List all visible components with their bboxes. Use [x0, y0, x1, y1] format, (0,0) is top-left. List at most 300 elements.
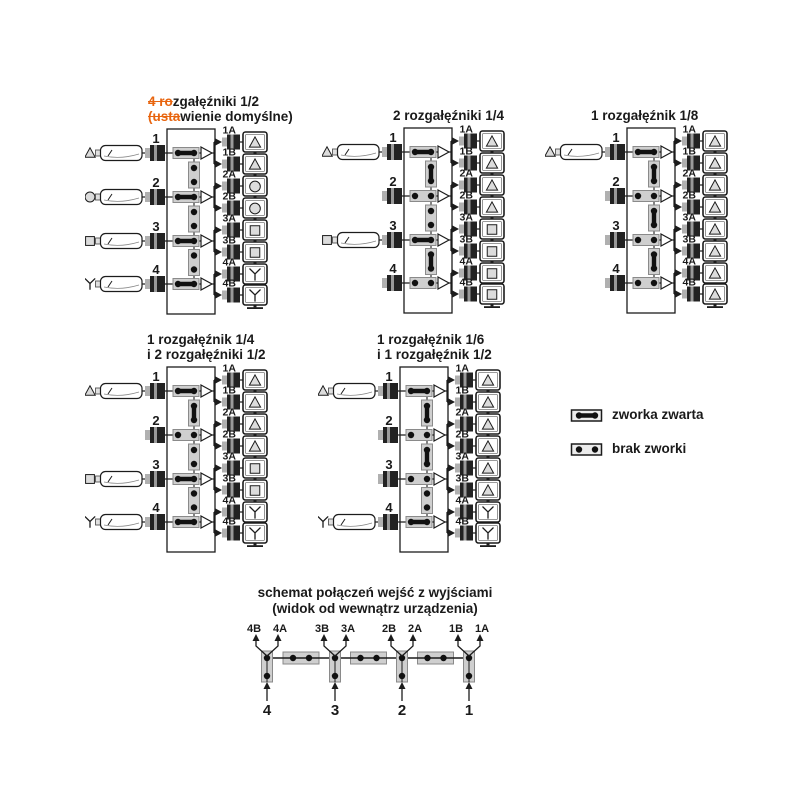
jumper-pin [412, 237, 418, 243]
jumper-pin [191, 266, 197, 272]
jumper-pin [412, 193, 418, 199]
output-label: 4B [459, 276, 473, 289]
square-symbol-icon [86, 237, 95, 246]
jumper-pin [290, 655, 296, 661]
splitter-config-quarter-plus-two-half [85, 332, 280, 561]
arrow-up-icon [410, 634, 417, 641]
input-number: 4 [152, 262, 160, 277]
square-symbol-icon [487, 247, 497, 257]
square-symbol-icon [250, 226, 260, 236]
antenna-tv-icon [243, 502, 267, 525]
arrow-right-icon [216, 399, 223, 406]
antenna-tv-icon [476, 523, 500, 546]
jumper-pin [191, 504, 197, 510]
input-amplifier [318, 515, 378, 530]
output-label: 4B [455, 515, 469, 528]
antenna-tv-icon [243, 264, 267, 287]
arrow-up-icon [388, 634, 395, 641]
triangle-symbol-icon [322, 147, 332, 156]
output-f-connector [459, 287, 477, 302]
jumper-closed [406, 386, 432, 397]
plug [329, 519, 334, 525]
jumper-pin [466, 673, 472, 679]
output-label: 3A [222, 450, 236, 463]
legend-label: brak zworki [612, 441, 687, 456]
input-number: 4 [612, 261, 620, 276]
square-tv-icon [243, 242, 267, 265]
jumper-pin [175, 432, 181, 438]
triangle-tv-icon [243, 370, 267, 393]
square-tv-icon [243, 480, 267, 503]
antenna-tv-icon [243, 285, 267, 308]
amplifier-body [101, 277, 143, 292]
square-tv-icon [243, 220, 267, 243]
output-label: 1B [459, 145, 473, 158]
connector-group-1 [449, 623, 489, 718]
arrow-right-icon [676, 248, 683, 255]
input-f-connector [145, 233, 165, 249]
jumper-closed [649, 161, 660, 187]
jumper-pin [576, 412, 582, 418]
square-tv-icon [480, 284, 504, 307]
triangle-tv-icon [476, 436, 500, 459]
input-number: 1 [152, 131, 160, 146]
output-label: 2A [682, 167, 696, 180]
jumper-pin [424, 490, 430, 496]
jumper-pin [408, 519, 414, 525]
input-number: 3 [385, 457, 393, 472]
jumper-pin [592, 446, 598, 452]
jumper-pin [191, 252, 197, 258]
arrow-right-icon [449, 465, 456, 472]
triangle-tv-icon [243, 436, 267, 459]
jumper-pin [424, 504, 430, 510]
output-label: 2A [222, 168, 236, 181]
input-amplifier [85, 190, 145, 205]
arrow-right-icon [216, 183, 223, 190]
triangle-tv-icon [703, 284, 727, 307]
arrow-right-icon [216, 271, 223, 278]
triangle-tv-icon [480, 153, 504, 176]
jumper-closed [410, 235, 436, 246]
jumper-pin [424, 388, 430, 394]
jumper-pin [191, 165, 197, 171]
triangle-tv-icon [703, 241, 727, 264]
jumper-pin [424, 519, 430, 525]
circle-symbol-icon [85, 192, 95, 202]
triangle-symbol-icon [85, 386, 95, 395]
triangle-symbol-icon [318, 386, 328, 395]
input-f-connector [605, 232, 625, 248]
jumper-pin [191, 461, 197, 467]
diagram-title-line [148, 94, 280, 109]
map-input-label: 3 [330, 702, 340, 718]
arrow-right-icon [216, 377, 223, 384]
antenna-symbol-icon [85, 517, 95, 527]
map-output-label: 2B [381, 623, 397, 635]
output-label: 4B [222, 277, 236, 290]
jumper-pin [191, 388, 197, 394]
arrow-right-icon [216, 443, 223, 450]
title-text: 2 rozgałęźniki 1/4 [393, 108, 505, 123]
triangle-tv-icon [480, 131, 504, 154]
arrow-up-icon [477, 634, 484, 641]
output-label: 4A [682, 255, 696, 268]
triangle-tv-icon [703, 197, 727, 220]
jumper-closed [410, 147, 436, 158]
jumper-pin [428, 178, 434, 184]
output-label: 3A [682, 211, 696, 224]
square-tv-icon [480, 219, 504, 242]
jumper-pin [635, 149, 641, 155]
splitter-config-1x-eighth [545, 108, 740, 322]
arrow-up-icon [253, 634, 260, 641]
input-number: 4 [385, 500, 393, 515]
output-label: 1A [682, 125, 696, 136]
connector-group-3 [315, 623, 355, 718]
connector-group-2 [382, 623, 422, 718]
map-title-line1: schemat połączeń wejść z wyjściami [257, 585, 493, 600]
jumper-pin [440, 655, 446, 661]
jumper-closed-icon [570, 407, 604, 423]
jumper-pin [651, 208, 657, 214]
square-symbol-icon [487, 269, 497, 279]
input-f-connector [378, 471, 398, 487]
output-label: 1B [222, 384, 236, 397]
arrow-right-icon [216, 465, 223, 472]
splitter-diagram [318, 364, 508, 556]
input-f-connector [382, 144, 402, 160]
triangle-tv-icon [480, 197, 504, 220]
input-f-connector [145, 189, 165, 205]
jumper-pin [191, 150, 197, 156]
circle-tv-icon [243, 198, 267, 221]
output-label: 2A [455, 406, 469, 419]
input-number: 3 [389, 218, 397, 233]
output-label: 2B [682, 189, 696, 202]
triangle-tv-icon [703, 219, 727, 242]
jumper-closed [189, 400, 200, 426]
circle-tv-icon [243, 176, 267, 199]
arrow-right-icon [676, 182, 683, 189]
title-text: 1 rozgałęźnik 1/8 [591, 108, 699, 123]
output-label: 1A [222, 364, 236, 375]
arrow-up-icon [275, 634, 282, 641]
arrow-right-icon [453, 226, 460, 233]
amplifier-body [101, 190, 143, 205]
jumper-pin [191, 403, 197, 409]
jumper-pin [424, 461, 430, 467]
square-symbol-icon [323, 236, 332, 245]
antenna-symbol-icon [318, 517, 328, 527]
map-title-line2: (widok od wewnątrz urządzenia) [272, 601, 478, 616]
arrow-up-icon [321, 634, 328, 641]
arrow-right-icon [216, 487, 223, 494]
input-number: 3 [612, 218, 620, 233]
output-label: 4A [455, 494, 469, 507]
jumper-pin [428, 280, 434, 286]
title-highlighted-text: 4 ro [148, 94, 173, 109]
input-amplifier [85, 515, 145, 530]
input-f-connector [605, 144, 625, 160]
jumper-closed [422, 444, 433, 470]
arrow-right-icon [453, 291, 460, 298]
diagram-title-line [147, 332, 280, 347]
input-amplifier [86, 472, 145, 487]
jumper-pin [408, 476, 414, 482]
jumper-open [633, 191, 659, 202]
input-number: 4 [152, 500, 160, 515]
input-amplifier [85, 384, 145, 399]
splitter-config-default [85, 94, 293, 323]
amplifier-body [561, 145, 603, 160]
jumper-closed [422, 400, 433, 426]
connection-map-title [230, 585, 520, 617]
input-number: 4 [389, 261, 397, 276]
square-symbol-icon [487, 290, 497, 300]
jumper-pin [424, 432, 430, 438]
jumper-pin [428, 164, 434, 170]
jumper-pin [191, 238, 197, 244]
arrow-right-icon [216, 205, 223, 212]
amplifier-body [338, 233, 380, 248]
jumper-open [633, 278, 659, 289]
diagram-title [147, 332, 280, 362]
amplifier-body [101, 472, 143, 487]
jumper-closed [173, 148, 199, 159]
jumper-pin [191, 194, 197, 200]
jumper-pin [651, 178, 657, 184]
triangle-tv-icon [476, 392, 500, 415]
input-amplifier [323, 233, 382, 248]
jumper-pin [175, 150, 181, 156]
triangle-symbol-icon [545, 147, 555, 156]
input-amplifier [86, 234, 145, 249]
arrow-right-icon [216, 249, 223, 256]
title-text: 1 rozgałęźnik 1/4 [147, 332, 255, 347]
arrow-up-icon [466, 682, 473, 689]
map-input-label: 1 [464, 702, 474, 718]
output-f-connector [455, 526, 473, 541]
output-f-connector [222, 288, 240, 303]
arrow-right-icon [676, 204, 683, 211]
jumper-closed [406, 517, 432, 528]
input-f-connector [145, 471, 165, 487]
arrow-right-icon [216, 421, 223, 428]
jumper-pin [424, 447, 430, 453]
antenna-tv-icon [243, 523, 267, 546]
jumper-pin [635, 280, 641, 286]
input-f-connector [378, 514, 398, 530]
jumper-pin [592, 412, 598, 418]
amplifier-body [338, 145, 380, 160]
arrow-up-icon [455, 634, 462, 641]
input-number: 2 [152, 413, 160, 428]
jumper-pin [175, 476, 181, 482]
output-label: 2A [222, 406, 236, 419]
jumper-pin [191, 209, 197, 215]
output-f-connector [682, 287, 700, 302]
legend-label: zworka zwarta [612, 407, 704, 422]
jumper-pin [399, 673, 405, 679]
arrow-right-icon [216, 530, 223, 537]
arrow-right-icon [453, 248, 460, 255]
jumper-closed [426, 161, 437, 187]
jumper-pin [191, 432, 197, 438]
output-label: 3A [455, 450, 469, 463]
output-label: 2B [222, 190, 236, 203]
map-output-label: 2A [407, 623, 423, 635]
output-label: 1A [455, 364, 469, 375]
output-label: 1A [222, 126, 236, 137]
splitter-config-2x-quarter [322, 108, 517, 322]
diagram-title-line [591, 108, 740, 123]
jumper-closed [173, 192, 199, 203]
triangle-symbol-icon [85, 148, 95, 157]
jumper-open [426, 205, 437, 231]
plug [96, 281, 101, 287]
triangle-tv-icon [703, 263, 727, 286]
arrow-up-icon [264, 682, 271, 689]
antenna-tv-icon [476, 502, 500, 525]
jumper-pin [408, 388, 414, 394]
jumper-open-icon [570, 441, 604, 457]
square-tv-icon [243, 458, 267, 481]
splitter-diagram [85, 126, 275, 318]
arrow-right-icon [676, 226, 683, 233]
jumper-pin [408, 432, 414, 438]
arrow-right-icon [449, 487, 456, 494]
plug [333, 149, 338, 155]
square-symbol-icon [250, 248, 260, 258]
amplifier-body [101, 146, 143, 161]
map-output-label: 1A [474, 623, 490, 635]
amplifier-body [101, 384, 143, 399]
jumper-open [189, 488, 200, 514]
square-symbol-icon [250, 464, 260, 474]
plug [96, 519, 101, 525]
amplifier-body [334, 384, 376, 399]
jumper-pin [412, 280, 418, 286]
title-text: wienie domyślne) [180, 109, 293, 124]
jumper-pin [428, 193, 434, 199]
arrow-right-icon [449, 399, 456, 406]
input-f-connector [145, 514, 165, 530]
arrow-right-icon [676, 291, 683, 298]
input-amplifier [85, 277, 145, 292]
output-label: 3A [459, 211, 473, 224]
jumper-pin [651, 251, 657, 257]
output-label: 1B [222, 146, 236, 159]
input-amplifier [322, 145, 382, 160]
output-label: 4B [682, 276, 696, 289]
splitter-diagram [322, 125, 512, 317]
input-amplifier [545, 145, 605, 160]
map-output-label: 3A [340, 623, 356, 635]
input-f-connector [378, 383, 398, 399]
triangle-tv-icon [476, 480, 500, 503]
output-label: 1B [455, 384, 469, 397]
jumper-pin [576, 446, 582, 452]
input-f-connector [382, 188, 402, 204]
arrow-right-icon [449, 377, 456, 384]
arrow-right-icon [676, 160, 683, 167]
amplifier-body [101, 234, 143, 249]
jumper-pin [651, 193, 657, 199]
jumper-pin [428, 265, 434, 271]
jumper-pin [635, 193, 641, 199]
input-f-connector [605, 275, 625, 291]
jumper-pin [373, 655, 379, 661]
jumper-pin [306, 655, 312, 661]
jumper-open [410, 278, 436, 289]
splitter-config-sixth-plus-half [318, 332, 513, 561]
diagram-title-line [148, 109, 293, 124]
diagram-title-line [377, 347, 513, 362]
diagram-title [148, 94, 293, 124]
output-label: 3B [222, 234, 236, 247]
jumper-pin [428, 222, 434, 228]
arrow-right-icon [453, 270, 460, 277]
jumper-legend [570, 406, 704, 457]
input-f-connector [145, 383, 165, 399]
output-f-connector [222, 526, 240, 541]
jumper-pin [191, 519, 197, 525]
diagram-title [591, 108, 740, 123]
plug [96, 388, 101, 394]
connection-map [230, 585, 520, 718]
output-label: 1B [682, 145, 696, 158]
jumper-closed [173, 474, 199, 485]
diagram-title [377, 332, 513, 362]
square-symbol-icon [250, 486, 260, 496]
jumper-open [189, 250, 200, 276]
diagram-title-line [393, 108, 517, 123]
jumper-open [410, 191, 436, 202]
input-f-connector [378, 427, 398, 443]
jumper-pin [428, 237, 434, 243]
output-label: 4B [222, 515, 236, 528]
jumper-pin [424, 655, 430, 661]
arrow-right-icon [216, 292, 223, 299]
diagram-title-line [147, 347, 280, 362]
arrow-right-icon [449, 530, 456, 537]
jumper-pin [428, 149, 434, 155]
jumper-closed [173, 386, 199, 397]
input-number: 1 [152, 369, 160, 384]
antenna-symbol-icon [85, 279, 95, 289]
jumper-pin [175, 281, 181, 287]
title-text: i 1 rozgałęźnik 1/2 [377, 347, 492, 362]
title-highlighted-text: (usta [148, 109, 181, 124]
jumper-open [422, 488, 433, 514]
arrow-right-icon [453, 160, 460, 167]
jumper-closed [173, 279, 199, 290]
title-text: i 2 rozgałęźniki 1/2 [147, 347, 266, 362]
arrow-right-icon [216, 227, 223, 234]
input-f-connector [382, 232, 402, 248]
jumper-pin [191, 476, 197, 482]
input-number: 1 [385, 369, 393, 384]
map-input-label: 4 [262, 702, 272, 718]
triangle-tv-icon [243, 414, 267, 437]
jumper-closed [649, 249, 660, 275]
input-f-connector [382, 275, 402, 291]
input-number: 3 [152, 457, 160, 472]
plug [96, 238, 101, 244]
jumper-open [189, 162, 200, 188]
input-f-connector [605, 188, 625, 204]
